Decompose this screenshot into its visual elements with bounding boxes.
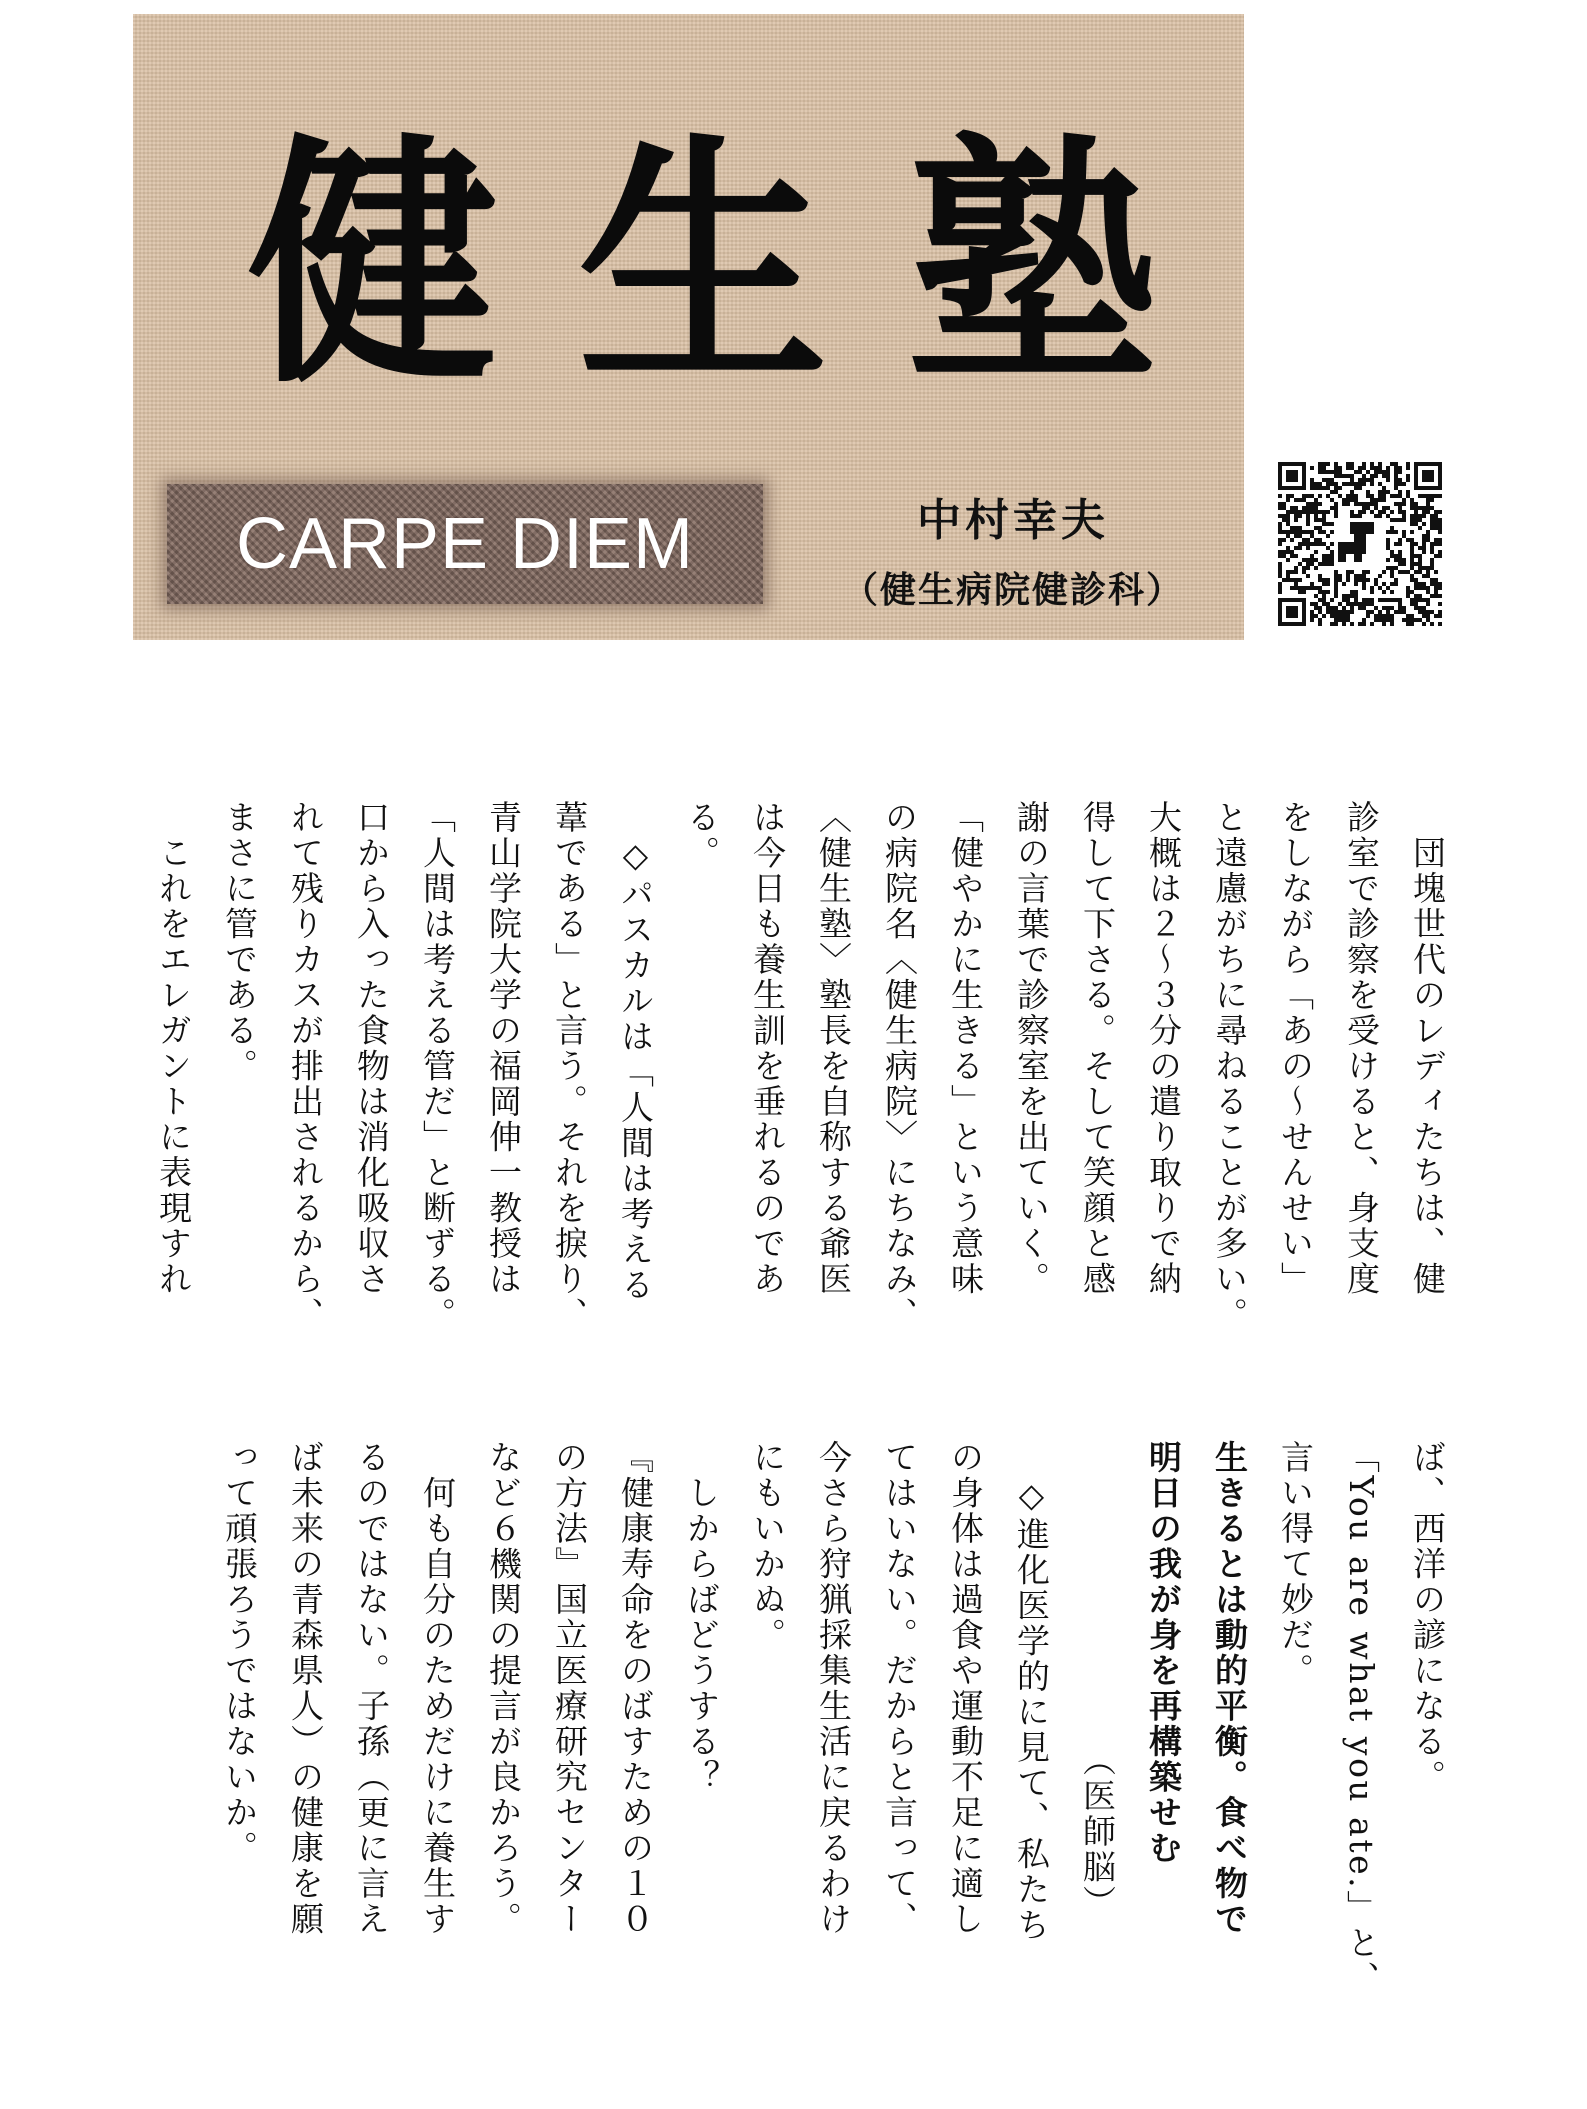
title-char-1: 健 bbox=[248, 109, 498, 419]
article-column: の身体は過食や運動不足に適し bbox=[946, 1440, 985, 1937]
article-column: って頑張ろうではないか。 bbox=[220, 1440, 259, 1866]
article-column: （医師脳） bbox=[1078, 1440, 1117, 1921]
article-column: てはいない。だからと言って、 bbox=[880, 1440, 919, 1937]
author-name: 中村幸夫 bbox=[917, 495, 1109, 546]
article-column: 今さら狩猟採集生活に戻るわけ bbox=[814, 1440, 853, 1937]
article-column: 〈健生塾〉塾長を自称する爺医 bbox=[814, 800, 853, 1297]
article-column: と遠慮がちに尋ねることが多い。 bbox=[1210, 800, 1249, 1333]
article-column: しからばどうする？ bbox=[682, 1440, 721, 1795]
article-column: 生きるとは動的平衡。食べ物で bbox=[1210, 1440, 1249, 1937]
article-column: るのではない。子孫（更に言え bbox=[352, 1440, 391, 1937]
article-column: など６機関の提言が良かろう。 bbox=[484, 1440, 523, 1937]
article-column: 葦である」と言う。それを捩り、 bbox=[550, 800, 589, 1333]
article-column: ◇パスカルは「人間は考える bbox=[616, 800, 655, 1303]
author-affiliation: （健生病院健診科） bbox=[841, 570, 1184, 611]
article-column: 言い得て妙だ。 bbox=[1276, 1440, 1315, 1689]
article-column: をしながら「あの～せんせい」 bbox=[1276, 800, 1315, 1297]
article-body bbox=[140, 800, 1460, 2030]
article-column: まさに管である。 bbox=[220, 800, 259, 1084]
article-column: 大概は２～３分の遣り取りで納 bbox=[1144, 800, 1183, 1297]
article-column: 「You are what you ate.」と、 bbox=[1342, 1440, 1381, 1997]
motto-text: CARPE DIEM bbox=[235, 504, 695, 584]
title-char-3: 塾 bbox=[908, 109, 1158, 419]
article-column: の病院名〈健生病院〉にちなみ、 bbox=[880, 800, 919, 1333]
article-column: 診室で診察を受けると、身支度 bbox=[1342, 800, 1381, 1297]
title-char-2: 生 bbox=[578, 109, 828, 419]
qr-code-icon[interactable] bbox=[1278, 462, 1442, 626]
article-column: れて残りカスが排出されるから、 bbox=[286, 800, 325, 1333]
article-lower-tier bbox=[206, 1440, 1460, 2000]
article-column: ◇進化医学的に見て、私たち bbox=[1012, 1440, 1051, 1943]
article-column: にもいかぬ。 bbox=[748, 1440, 787, 1653]
article-column: 「健やかに生きる」という意味 bbox=[946, 800, 985, 1297]
article-column: 「人間は考える管だ」と断ずる。 bbox=[418, 800, 457, 1333]
article-column: ば未来の青森県人）の健康を願 bbox=[286, 1440, 325, 1937]
article-column: 明日の我が身を再構築せむ bbox=[1144, 1440, 1183, 1866]
article-upper-tier bbox=[140, 800, 1460, 1390]
article-column: 得して下さる。そして笑顔と感 bbox=[1078, 800, 1117, 1297]
article-column: ば、西洋の諺になる。 bbox=[1408, 1440, 1447, 1795]
article-column: これをエレガントに表現すれ bbox=[154, 800, 193, 1297]
article-column: 『健康寿命をのばすための１０ bbox=[616, 1440, 655, 1937]
article-column: 団塊世代のレディたちは、健 bbox=[1408, 800, 1447, 1297]
article-column: 謝の言葉で診察室を出ていく。 bbox=[1012, 800, 1051, 1297]
article-column: 何も自分のためだけに養生す bbox=[418, 1440, 457, 1937]
article-column: は今日も養生訓を垂れるのであ bbox=[748, 800, 787, 1297]
motto-box bbox=[167, 484, 763, 604]
article-column: る。 bbox=[682, 800, 721, 871]
article-column: 青山学院大学の福岡伸一教授は bbox=[484, 800, 523, 1297]
article-column: の方法』国立医療研究センター bbox=[550, 1440, 589, 1937]
banner-title bbox=[223, 109, 1183, 419]
article-column: 口から入った食物は消化吸収さ bbox=[352, 800, 391, 1297]
header-banner bbox=[133, 14, 1244, 640]
